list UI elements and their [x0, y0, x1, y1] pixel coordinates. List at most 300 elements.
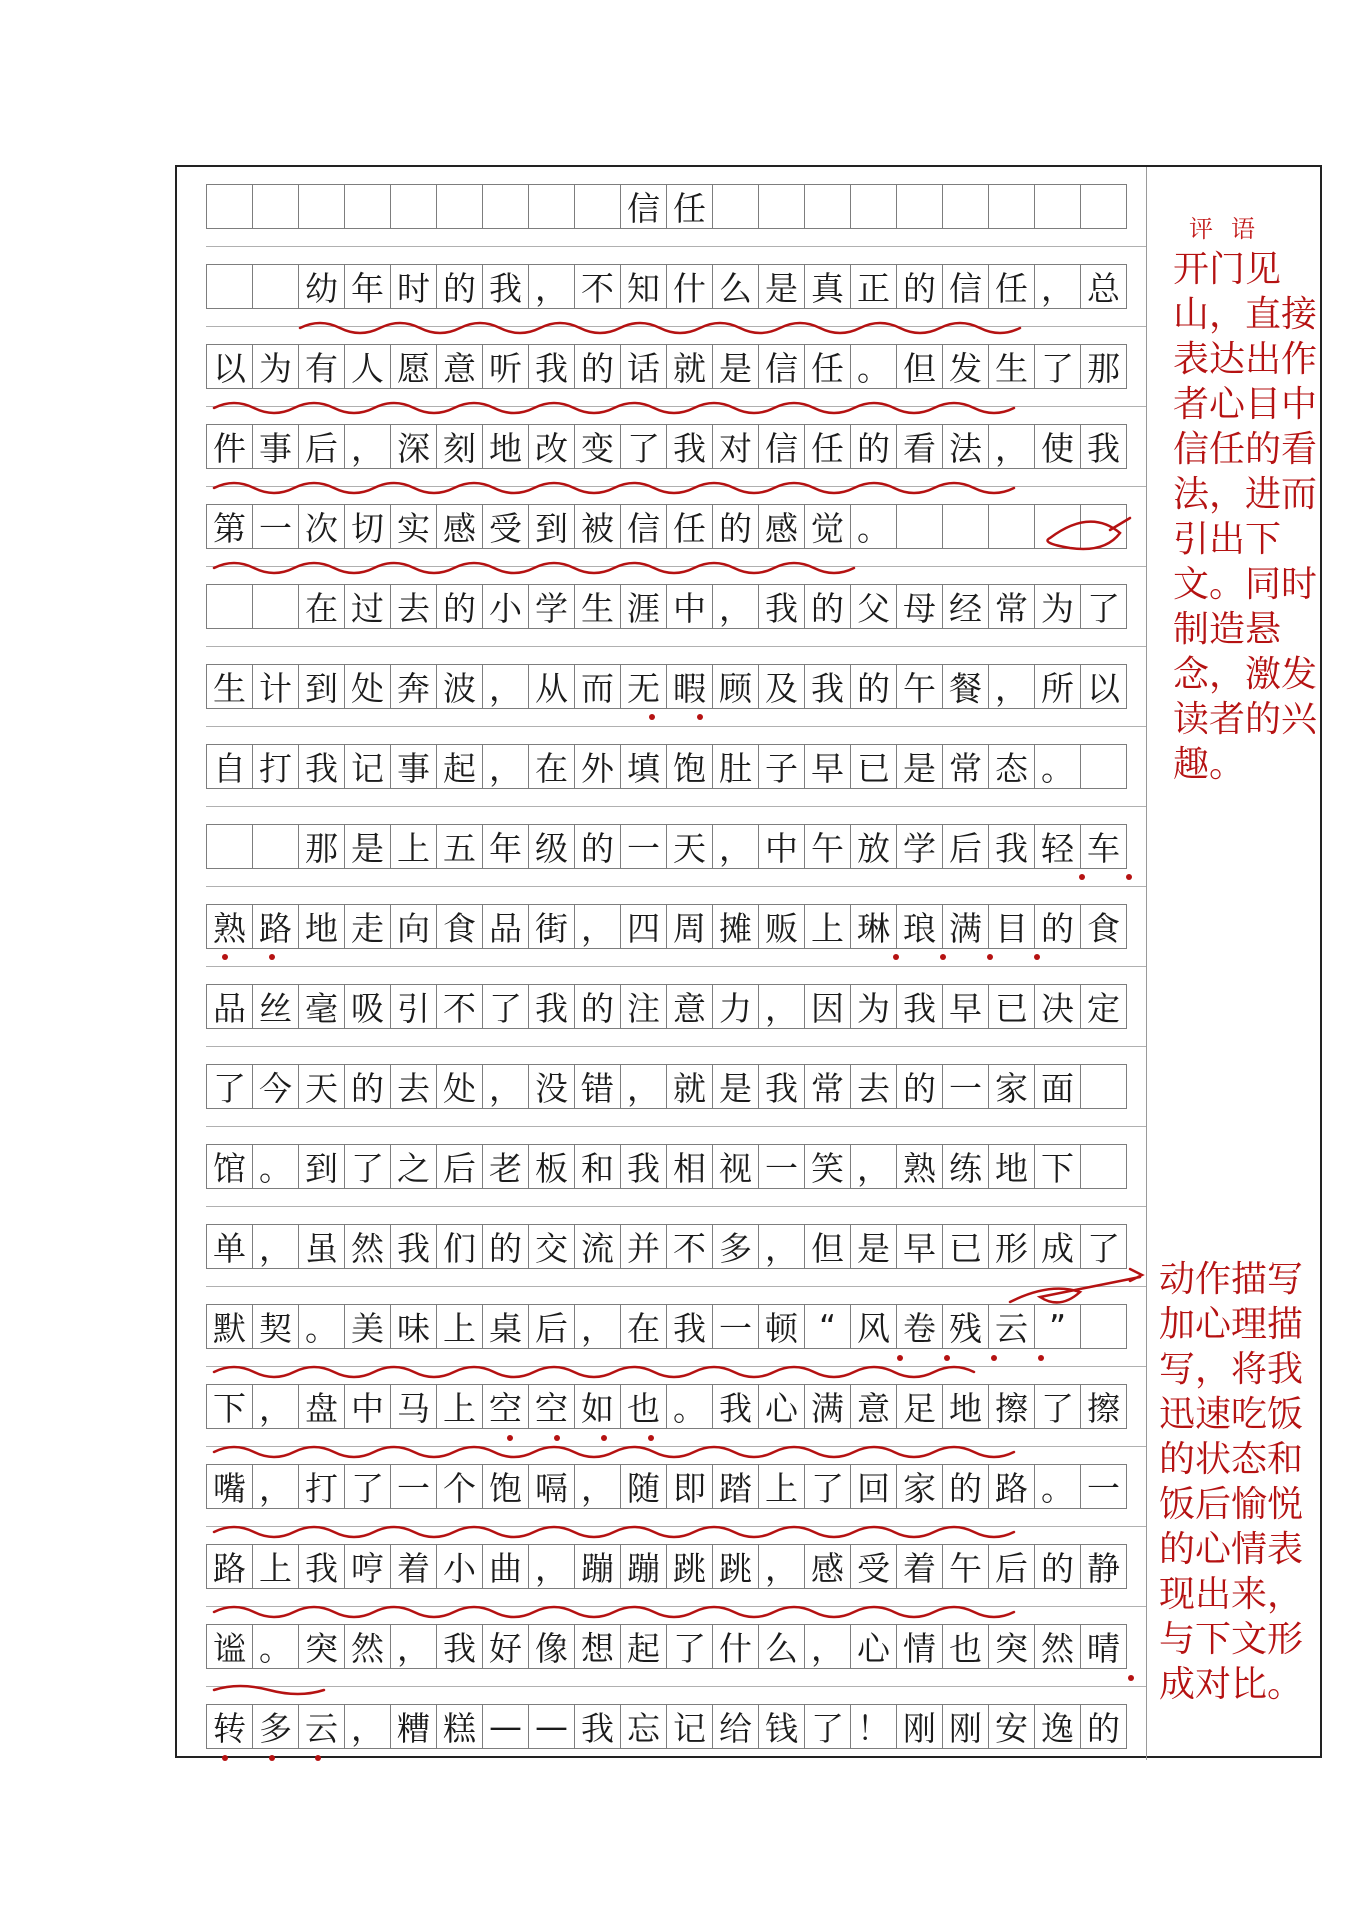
grid-cell: 一: [712, 1304, 759, 1349]
grid-cell: 静: [1080, 1544, 1127, 1589]
grid-cell: 常: [942, 744, 989, 789]
grid-cell: 注: [620, 984, 667, 1029]
grid-cell: 今: [252, 1064, 299, 1109]
grid-cell: 感: [804, 1544, 851, 1589]
row-separator: [206, 726, 1146, 727]
grid-cell: 踏: [712, 1464, 759, 1509]
grid-cell: ，: [482, 664, 529, 709]
grid-cell: 我: [528, 344, 575, 389]
grid-cell: [252, 584, 299, 629]
grid-cell: 看: [896, 424, 943, 469]
grid-cell: 默: [206, 1304, 253, 1349]
grid-cell: 了: [1034, 1384, 1081, 1429]
grid-cell: 去: [850, 1064, 897, 1109]
grid-cell: “: [804, 1304, 851, 1349]
grid-cell: 的: [344, 1064, 391, 1109]
grid-cell: 以: [1080, 664, 1127, 709]
margin-divider: [1146, 167, 1147, 1760]
grid-cell: 我: [988, 824, 1035, 869]
grid-cell: ，: [988, 664, 1035, 709]
grid-cell: 我: [712, 1384, 759, 1429]
grid-cell: ，: [758, 984, 805, 1029]
grid-cell: [712, 184, 759, 229]
grid-cell: 么: [758, 1624, 805, 1669]
grid-cell: 但: [804, 1224, 851, 1269]
grid-cell: [804, 184, 851, 229]
grid-cell: ，: [390, 1624, 437, 1669]
grid-cell: 子: [758, 744, 805, 789]
grid-cell: 残: [942, 1304, 989, 1349]
grid-cell: 肚: [712, 744, 759, 789]
grid-cell: 跳: [666, 1544, 713, 1589]
grid-cell: 知: [620, 264, 667, 309]
grid-cell: 任: [988, 264, 1035, 309]
grid-cell: 走: [344, 904, 391, 949]
grid-cell: 满: [942, 904, 989, 949]
grid-cell: 感: [436, 504, 483, 549]
grid-cell: 我: [804, 664, 851, 709]
grid-cell: 了: [1034, 344, 1081, 389]
grid-cell: 无: [620, 664, 667, 709]
grid-cell: [206, 824, 253, 869]
grid-cell: 小: [482, 584, 529, 629]
grid-cell: 外: [574, 744, 621, 789]
grid-cell: 觉: [804, 504, 851, 549]
grid-cell: 顾: [712, 664, 759, 709]
grid-cell: 擦: [988, 1384, 1035, 1429]
grid-cell: 正: [850, 264, 897, 309]
grid-cell: 事: [252, 424, 299, 469]
grid-cell: 早: [804, 744, 851, 789]
grid-cell: ！: [850, 1704, 897, 1749]
grid-cell: 已: [942, 1224, 989, 1269]
grid-cell: 盘: [298, 1384, 345, 1429]
grid-cell: [436, 184, 483, 229]
grid-cell: 么: [712, 264, 759, 309]
grid-cell: ，: [988, 424, 1035, 469]
grid-cell: 意: [666, 984, 713, 1029]
grid-cell: 已: [988, 984, 1035, 1029]
grid-cell: 我: [482, 264, 529, 309]
grid-cell: 后: [942, 824, 989, 869]
grid-cell: 信: [942, 264, 989, 309]
grid-cell: 是: [758, 264, 805, 309]
grid-cell: 多: [252, 1704, 299, 1749]
grid-cell: [390, 184, 437, 229]
grid-cell: 时: [390, 264, 437, 309]
essay-line: [206, 1304, 1127, 1349]
grid-cell: 在: [298, 584, 345, 629]
row-separator: [206, 806, 1146, 807]
grid-cell: 及: [758, 664, 805, 709]
grid-cell: 实: [390, 504, 437, 549]
row-separator: [206, 326, 1146, 327]
grid-cell: 契: [252, 1304, 299, 1349]
essay-line: [206, 1224, 1127, 1269]
grid-cell: 的: [574, 824, 621, 869]
grid-cell: 了: [206, 1064, 253, 1109]
grid-cell: 的: [1034, 1544, 1081, 1589]
grid-cell: 忘: [620, 1704, 667, 1749]
grid-cell: 上: [436, 1304, 483, 1349]
grid-cell: 过: [344, 584, 391, 629]
grid-cell: 所: [1034, 664, 1081, 709]
grid-cell: 从: [528, 664, 575, 709]
grid-cell: 在: [528, 744, 575, 789]
grid-cell: [1080, 504, 1127, 549]
grid-cell: 态: [988, 744, 1035, 789]
grid-cell: 刚: [942, 1704, 989, 1749]
grid-cell: 不: [666, 1224, 713, 1269]
grid-cell: 常: [804, 1064, 851, 1109]
grid-cell: 想: [574, 1624, 621, 1669]
grid-cell: 早: [942, 984, 989, 1029]
grid-cell: 处: [436, 1064, 483, 1109]
grid-cell: 信: [758, 344, 805, 389]
grid-cell: 话: [620, 344, 667, 389]
grid-cell: 任: [804, 344, 851, 389]
grid-cell: 下: [1034, 1144, 1081, 1189]
grid-cell: 事: [390, 744, 437, 789]
grid-cell: 那: [1080, 344, 1127, 389]
grid-cell: 一: [942, 1064, 989, 1109]
grid-cell: 如: [574, 1384, 621, 1429]
essay-line: [206, 1464, 1127, 1509]
grid-cell: 品: [206, 984, 253, 1029]
grid-cell: 天: [298, 1064, 345, 1109]
grid-cell: 。: [252, 1144, 299, 1189]
grid-cell: 为: [850, 984, 897, 1029]
grid-cell: 的: [804, 584, 851, 629]
grid-cell: [758, 184, 805, 229]
grid-cell: 毫: [298, 984, 345, 1029]
grid-cell: 品: [482, 904, 529, 949]
grid-cell: 钱: [758, 1704, 805, 1749]
grid-cell: [344, 184, 391, 229]
grid-cell: [252, 824, 299, 869]
grid-cell: [1080, 184, 1127, 229]
grid-cell: 地: [482, 424, 529, 469]
grid-cell: 那: [298, 824, 345, 869]
grid-cell: [528, 184, 575, 229]
grid-cell: —: [528, 1704, 575, 1749]
grid-cell: 我: [298, 744, 345, 789]
grid-cell: [988, 184, 1035, 229]
grid-cell: ，: [574, 1464, 621, 1509]
grid-cell: 我: [528, 984, 575, 1029]
grid-cell: 意: [850, 1384, 897, 1429]
grid-cell: 空: [482, 1384, 529, 1429]
grid-cell: 地: [298, 904, 345, 949]
essay-line: [206, 1064, 1127, 1109]
grid-cell: 饱: [482, 1464, 529, 1509]
grid-cell: 一: [758, 1144, 805, 1189]
grid-cell: 计: [252, 664, 299, 709]
grid-cell: 然: [344, 1224, 391, 1269]
grid-cell: 谧: [206, 1624, 253, 1669]
grid-cell: 我: [758, 584, 805, 629]
title-char: 信: [620, 184, 667, 229]
grid-cell: ，: [804, 1624, 851, 1669]
essay-line: [206, 744, 1127, 789]
grid-cell: 板: [528, 1144, 575, 1189]
grid-cell: 一: [620, 824, 667, 869]
grid-cell: 受: [850, 1544, 897, 1589]
grid-cell: ，: [528, 264, 575, 309]
grid-cell: 交: [528, 1224, 575, 1269]
grid-cell: 云: [988, 1304, 1035, 1349]
grid-cell: 一: [252, 504, 299, 549]
grid-cell: 了: [620, 424, 667, 469]
grid-cell: 老: [482, 1144, 529, 1189]
essay-line: [206, 504, 1127, 549]
grid-cell: 馆: [206, 1144, 253, 1189]
grid-cell: ，: [252, 1224, 299, 1269]
grid-cell: 的: [942, 1464, 989, 1509]
grid-cell: 单: [206, 1224, 253, 1269]
grid-cell: 了: [482, 984, 529, 1029]
row-separator: [206, 406, 1146, 407]
grid-cell: 定: [1080, 984, 1127, 1029]
grid-cell: 在: [620, 1304, 667, 1349]
grid-cell: 我: [666, 1304, 713, 1349]
essay-line: [206, 424, 1127, 469]
grid-cell: 嗝: [528, 1464, 575, 1509]
essay-line: [206, 264, 1127, 309]
row-separator: [206, 1446, 1146, 1447]
grid-cell: 因: [804, 984, 851, 1029]
grid-cell: 路: [988, 1464, 1035, 1509]
grid-cell: [1080, 1144, 1127, 1189]
grid-cell: 信: [620, 504, 667, 549]
grid-cell: 家: [896, 1464, 943, 1509]
grid-cell: 。: [298, 1304, 345, 1349]
grid-cell: [988, 504, 1035, 549]
grid-cell: [482, 184, 529, 229]
row-separator: [206, 1526, 1146, 1527]
grid-cell: 处: [344, 664, 391, 709]
grid-cell: 到: [528, 504, 575, 549]
grid-cell: 上: [758, 1464, 805, 1509]
grid-cell: 为: [252, 344, 299, 389]
grid-cell: 我: [298, 1544, 345, 1589]
essay-line: [206, 824, 1127, 869]
grid-cell: 我: [574, 1704, 621, 1749]
grid-cell: 地: [942, 1384, 989, 1429]
grid-cell: 成: [1034, 1224, 1081, 1269]
grid-cell: 的: [574, 984, 621, 1029]
grid-cell: [574, 184, 621, 229]
grid-cell: ，: [620, 1064, 667, 1109]
grid-cell: 任: [666, 504, 713, 549]
grid-cell: 下: [206, 1384, 253, 1429]
essay-line: [206, 1144, 1127, 1189]
grid-cell: ，: [758, 1544, 805, 1589]
essay-line: [206, 664, 1127, 709]
grid-cell: 空: [528, 1384, 575, 1429]
grid-cell: 信: [758, 424, 805, 469]
row-separator: [206, 486, 1146, 487]
grid-cell: [896, 504, 943, 549]
grid-cell: 路: [252, 904, 299, 949]
grid-cell: 上: [252, 1544, 299, 1589]
grid-cell: [1034, 184, 1081, 229]
grid-cell: 我: [390, 1224, 437, 1269]
grid-cell: 哼: [344, 1544, 391, 1589]
grid-cell: 食: [436, 904, 483, 949]
grid-cell: 周: [666, 904, 713, 949]
grid-cell: 练: [942, 1144, 989, 1189]
grid-cell: 的: [712, 504, 759, 549]
grid-cell: 记: [344, 744, 391, 789]
grid-cell: 也: [942, 1624, 989, 1669]
grid-cell: [850, 184, 897, 229]
row-separator: [206, 966, 1146, 967]
grid-cell: 一: [390, 1464, 437, 1509]
grid-cell: 放: [850, 824, 897, 869]
grid-cell: 虽: [298, 1224, 345, 1269]
grid-cell: 被: [574, 504, 621, 549]
comment-opening: 开门见山，直接表达出作者心目中信任的看法，进而引出下文。同时制造悬念，激发读者的兴趣。: [1173, 249, 1318, 785]
essay-line: [206, 1624, 1127, 1669]
grid-cell: 足: [896, 1384, 943, 1429]
grid-cell: 路: [206, 1544, 253, 1589]
grid-cell: 天: [666, 824, 713, 869]
row-separator: [206, 1606, 1146, 1607]
grid-cell: ，: [850, 1144, 897, 1189]
grid-cell: 后: [988, 1544, 1035, 1589]
grid-cell: 是: [896, 744, 943, 789]
essay-line: [206, 984, 1127, 1029]
grid-cell: 饱: [666, 744, 713, 789]
grid-cell: 学: [896, 824, 943, 869]
grid-cell: 不: [436, 984, 483, 1029]
grid-cell: 的: [896, 1064, 943, 1109]
grid-cell: 愿: [390, 344, 437, 389]
row-separator: [206, 566, 1146, 567]
grid-cell: 是: [344, 824, 391, 869]
grid-cell: 的: [896, 264, 943, 309]
grid-cell: 了: [666, 1624, 713, 1669]
grid-cell: 记: [666, 1704, 713, 1749]
grid-cell: [252, 264, 299, 309]
grid-cell: [1080, 744, 1127, 789]
grid-cell: 了: [804, 1464, 851, 1509]
grid-cell: 熟: [206, 904, 253, 949]
row-separator: [206, 1286, 1146, 1287]
grid-cell: 中: [758, 824, 805, 869]
grid-cell: 已: [850, 744, 897, 789]
grid-cell: 也: [620, 1384, 667, 1429]
grid-cell: 好: [482, 1624, 529, 1669]
grid-cell: ，: [344, 1704, 391, 1749]
grid-cell: —: [482, 1704, 529, 1749]
grid-cell: ，: [528, 1544, 575, 1589]
row-separator: [206, 646, 1146, 647]
grid-cell: 。: [252, 1624, 299, 1669]
grid-cell: 桌: [482, 1304, 529, 1349]
grid-cell: 吸: [344, 984, 391, 1029]
grid-cell: 一: [1080, 1464, 1127, 1509]
grid-cell: [298, 184, 345, 229]
grid-cell: ，: [712, 584, 759, 629]
grid-cell: 年: [344, 264, 391, 309]
grid-cell: 晴: [1080, 1624, 1127, 1669]
grid-cell: ，: [574, 904, 621, 949]
grid-cell: ，: [482, 1064, 529, 1109]
grid-cell: 了: [804, 1704, 851, 1749]
grid-cell: 刻: [436, 424, 483, 469]
grid-cell: 生: [206, 664, 253, 709]
grid-cell: [206, 184, 253, 229]
grid-cell: 餐: [942, 664, 989, 709]
grid-cell: 家: [988, 1064, 1035, 1109]
grid-cell: 蹦: [620, 1544, 667, 1589]
grid-cell: 午: [942, 1544, 989, 1589]
grid-cell: 午: [896, 664, 943, 709]
grid-cell: 擦: [1080, 1384, 1127, 1429]
title-char: 任: [666, 184, 713, 229]
grid-cell: 人: [344, 344, 391, 389]
grid-cell: 发: [942, 344, 989, 389]
grid-cell: 的: [482, 1224, 529, 1269]
grid-cell: 。: [850, 504, 897, 549]
row-separator: [206, 1046, 1146, 1047]
grid-cell: 五: [436, 824, 483, 869]
grid-cell: 味: [390, 1304, 437, 1349]
grid-cell: 曲: [482, 1544, 529, 1589]
grid-cell: 涯: [620, 584, 667, 629]
grid-cell: ，: [712, 824, 759, 869]
grid-cell: 力: [712, 984, 759, 1029]
grid-cell: 学: [528, 584, 575, 629]
grid-cell: 然: [344, 1624, 391, 1669]
grid-cell: 笑: [804, 1144, 851, 1189]
grid-cell: 到: [298, 664, 345, 709]
grid-cell: 的: [436, 264, 483, 309]
grid-cell: 到: [298, 1144, 345, 1189]
grid-cell: 填: [620, 744, 667, 789]
grid-cell: 幼: [298, 264, 345, 309]
grid-cell: 引: [390, 984, 437, 1029]
grid-cell: 美: [344, 1304, 391, 1349]
grid-cell: 着: [896, 1544, 943, 1589]
grid-cell: 形: [988, 1224, 1035, 1269]
grid-cell: 受: [482, 504, 529, 549]
grid-cell: 们: [436, 1224, 483, 1269]
grid-cell: 轻: [1034, 824, 1081, 869]
grid-cell: [942, 184, 989, 229]
grid-cell: 变: [574, 424, 621, 469]
grid-cell: 嘴: [206, 1464, 253, 1509]
grid-cell: 像: [528, 1624, 575, 1669]
grid-cell: 就: [666, 344, 713, 389]
grid-cell: 食: [1080, 904, 1127, 949]
grid-cell: [206, 584, 253, 629]
grid-cell: 去: [390, 1064, 437, 1109]
grid-cell: 上: [390, 824, 437, 869]
grid-cell: 糕: [436, 1704, 483, 1749]
grid-cell: 打: [298, 1464, 345, 1509]
grid-cell: 了: [344, 1464, 391, 1509]
grid-cell: 之: [390, 1144, 437, 1189]
grid-cell: 奔: [390, 664, 437, 709]
grid-cell: 糟: [390, 1704, 437, 1749]
grid-cell: 并: [620, 1224, 667, 1269]
grid-cell: 贩: [758, 904, 805, 949]
grid-cell: [252, 184, 299, 229]
grid-cell: 自: [206, 744, 253, 789]
